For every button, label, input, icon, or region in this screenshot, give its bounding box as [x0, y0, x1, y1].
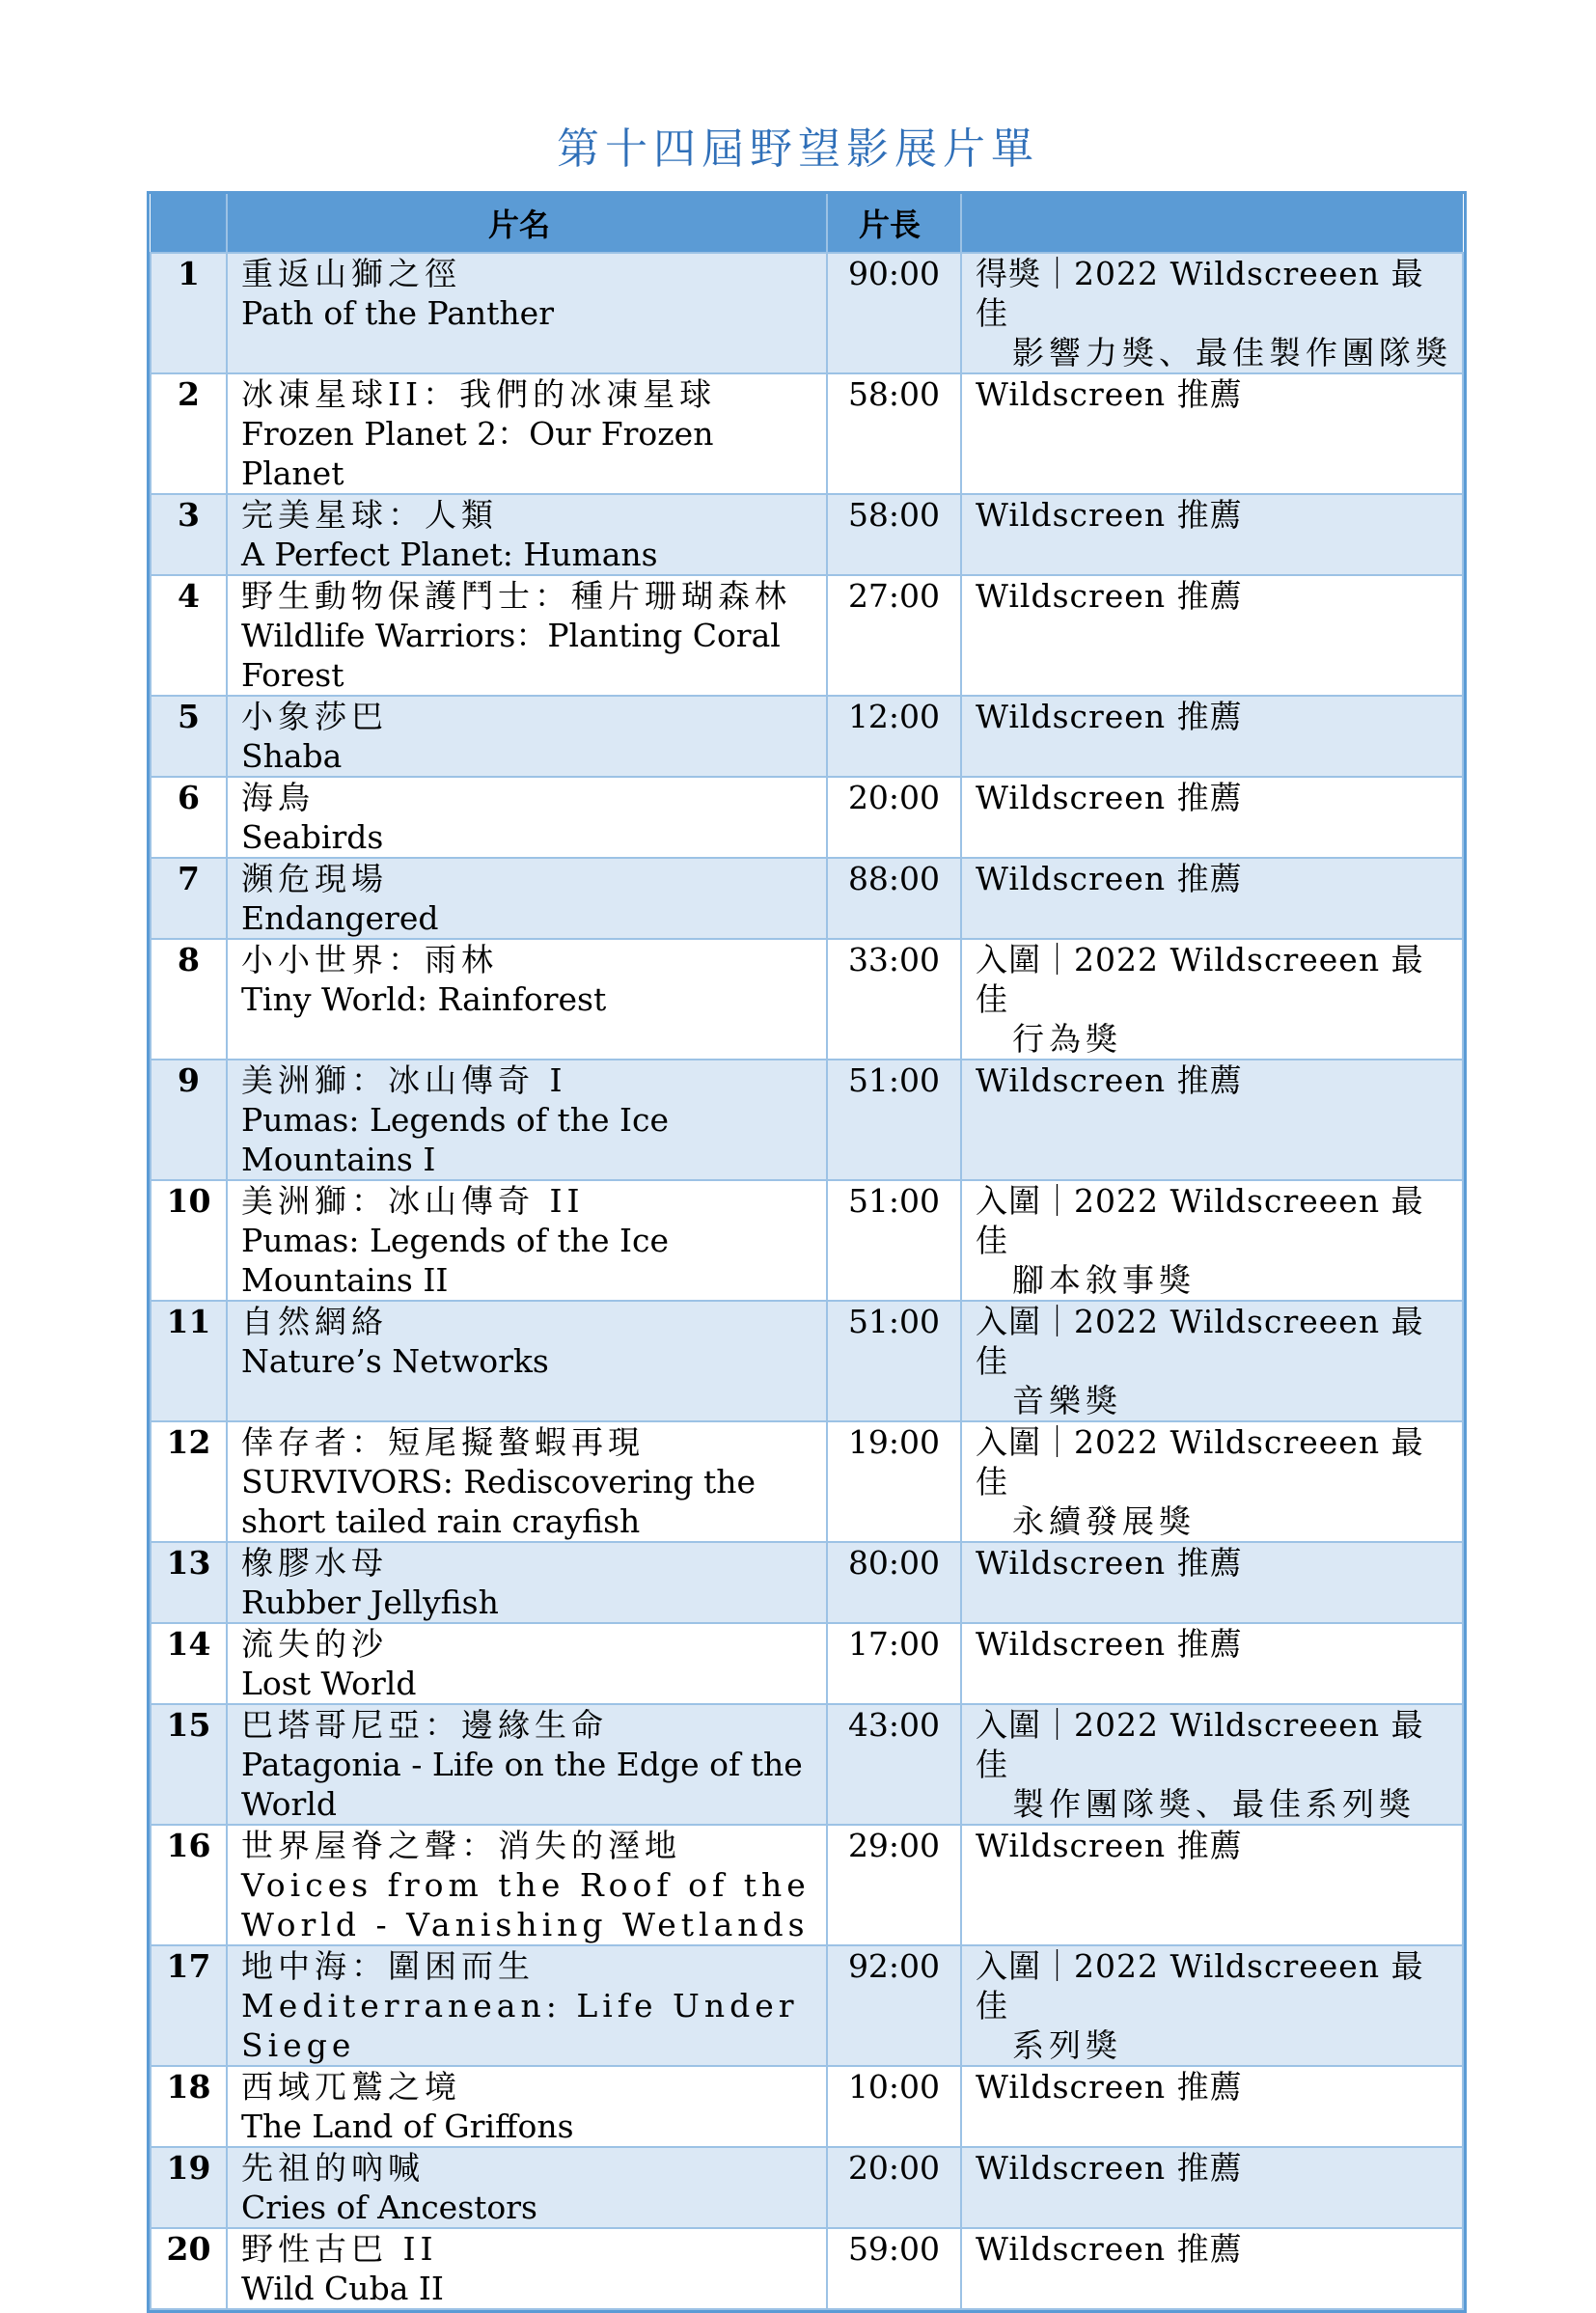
film-title-chinese: 重返山獅之徑 [241, 255, 461, 292]
table-row [151, 2228, 1463, 2309]
film-title-english: Nature’s Networks [241, 1342, 549, 1380]
film-award-line: 得獎｜2022 Wildscreeen 最佳 [976, 255, 1424, 332]
film-award-line-continued: 行為獎 [1012, 1020, 1122, 1058]
film-length: 27:00 [827, 575, 961, 696]
film-number: 9 [151, 1060, 227, 1180]
film-number: 3 [151, 494, 227, 575]
film-award-line-continued: 永續發展獎 [1012, 1502, 1196, 1540]
film-award-cell [961, 1945, 1463, 2066]
table-row [151, 1542, 1463, 1623]
page-title: 第十四屆野望影展片單 [557, 124, 1039, 174]
film-award-cell [961, 1704, 1463, 1825]
film-award-cell [961, 1623, 1463, 1704]
film-title-cell [227, 1060, 827, 1180]
film-title-cell [227, 1945, 827, 2066]
film-title-chinese: 美洲獅：冰山傳奇 II [241, 1182, 585, 1220]
film-title-cell [227, 1301, 827, 1421]
film-title-cell [227, 939, 827, 1060]
film-length: 80:00 [827, 1542, 961, 1623]
film-title-cell [227, 373, 827, 494]
film-award-cell [961, 939, 1463, 1060]
film-length: 88:00 [827, 858, 961, 939]
film-number: 10 [151, 1180, 227, 1301]
table-row [151, 494, 1463, 575]
film-title-chinese: 野生動物保護鬥士：種片珊瑚森林 [241, 577, 791, 615]
film-number: 7 [151, 858, 227, 939]
film-award-line-continued: 腳本敘事獎 [1012, 1261, 1196, 1299]
film-title-cell [227, 1825, 827, 1945]
film-title-english: SURVIVORS: Rediscovering the short tailed rain crayfish [241, 1463, 757, 1540]
film-number: 5 [151, 696, 227, 777]
film-award-cell [961, 2147, 1463, 2228]
film-award-line: 入圍｜2022 Wildscreeen 最佳 [976, 1423, 1424, 1501]
film-title-english: Lost World [241, 1665, 417, 1702]
film-title-chinese: 流失的沙 [241, 1625, 388, 1663]
film-title-chinese: 巴塔哥尼亞：邊緣生命 [241, 1706, 608, 1744]
film-length: 20:00 [827, 2147, 961, 2228]
table-row [151, 1945, 1463, 2066]
film-award-cell [961, 1825, 1463, 1945]
film-title-cell [227, 494, 827, 575]
film-title-english: Tiny World: Rainforest [241, 980, 607, 1018]
film-title-cell [227, 858, 827, 939]
film-title-cell [227, 575, 827, 696]
film-title-cell [227, 1421, 827, 1542]
film-title-english: Shaba [241, 737, 343, 775]
film-title-english: Cries of Ancestors [241, 2189, 537, 2226]
film-title-english: Frozen Planet 2：Our Frozen Planet [241, 415, 714, 492]
table-row [151, 939, 1463, 1060]
table-row [151, 373, 1463, 494]
film-title-chinese: 倖存者：短尾擬螯蝦再現 [241, 1423, 645, 1461]
film-title-english: Pumas: Legends of the Ice Mountains I [241, 1101, 670, 1178]
film-award-line: Wildscreen 推薦 [976, 1827, 1243, 1864]
film-title-chinese: 海鳥 [241, 779, 315, 816]
film-title-english: Wildlife Warriors：Planting Coral Forest [241, 617, 781, 694]
header-number [151, 194, 227, 253]
film-title-english: The Land of Griffons [241, 2107, 574, 2145]
film-award-line: Wildscreen 推薦 [976, 375, 1243, 413]
table-row [151, 2066, 1463, 2147]
film-award-cell [961, 858, 1463, 939]
film-award-line: 入圍｜2022 Wildscreeen 最佳 [976, 1182, 1424, 1259]
film-length: 58:00 [827, 494, 961, 575]
film-title-chinese: 橡膠水母 [241, 1544, 388, 1582]
film-award-cell [961, 373, 1463, 494]
film-title-chinese: 世界屋脊之聲：消失的溼地 Voices from the Roof of the World - Vanishing Wetlands [241, 1827, 811, 1943]
table-row [151, 575, 1463, 696]
film-title-cell [227, 1623, 827, 1704]
table-row [151, 1623, 1463, 1704]
film-award-line: Wildscreen 推薦 [976, 496, 1243, 534]
film-award-line: Wildscreen 推薦 [976, 2230, 1243, 2268]
film-number: 19 [151, 2147, 227, 2228]
film-title-english: Endangered [241, 899, 439, 937]
film-award-cell [961, 494, 1463, 575]
film-award-cell [961, 696, 1463, 777]
film-award-cell [961, 1542, 1463, 1623]
film-award-cell [961, 1060, 1463, 1180]
film-title-cell [227, 253, 827, 373]
film-title-cell [227, 777, 827, 858]
film-title-english: Rubber Jellyfish [241, 1583, 499, 1621]
table-row [151, 1060, 1463, 1180]
film-title-chinese: 冰凍星球II：我們的冰凍星球 [241, 375, 717, 413]
film-title-english: Path of the Panther [241, 294, 554, 332]
film-title-english: Pumas: Legends of the Ice Mountains II [241, 1222, 670, 1299]
table-row [151, 253, 1463, 373]
table-row [151, 1704, 1463, 1825]
film-length: 58:00 [827, 373, 961, 494]
film-award-line: 入圍｜2022 Wildscreeen 最佳 [976, 1706, 1424, 1783]
film-title-cell [227, 2147, 827, 2228]
film-award-cell [961, 253, 1463, 373]
film-award-cell [961, 777, 1463, 858]
film-award-line: 入圍｜2022 Wildscreeen 最佳 [976, 1303, 1424, 1380]
film-length: 59:00 [827, 2228, 961, 2309]
film-title-cell [227, 2228, 827, 2309]
film-award-line-continued: 系列獎 [1012, 2026, 1122, 2064]
film-length: 92:00 [827, 1945, 961, 2066]
film-number: 15 [151, 1704, 227, 1825]
film-award-line: Wildscreen 推薦 [976, 1625, 1243, 1663]
film-title-chinese: 小象莎巴 [241, 698, 388, 735]
film-award-line: Wildscreen 推薦 [976, 779, 1243, 816]
film-title-cell [227, 696, 827, 777]
film-length: 33:00 [827, 939, 961, 1060]
film-title-chinese: 自然網絡 [241, 1303, 388, 1340]
film-number: 13 [151, 1542, 227, 1623]
table-row [151, 858, 1463, 939]
table-row [151, 1180, 1463, 1301]
film-award-line-continued: 製作團隊獎、最佳系列獎 [1012, 1785, 1416, 1823]
film-number: 6 [151, 777, 227, 858]
film-title-english: A Perfect Planet: Humans [241, 536, 658, 573]
film-number: 11 [151, 1301, 227, 1421]
table-row [151, 1421, 1463, 1542]
film-number: 4 [151, 575, 227, 696]
film-title-english: Seabirds [241, 818, 384, 856]
film-number: 14 [151, 1623, 227, 1704]
film-award-cell [961, 1301, 1463, 1421]
film-length: 17:00 [827, 1623, 961, 1704]
film-list-table [147, 191, 1467, 2313]
film-length: 51:00 [827, 1060, 961, 1180]
film-title-chinese: 先祖的吶喊 [241, 2149, 425, 2187]
film-length: 51:00 [827, 1180, 961, 1301]
film-number: 16 [151, 1825, 227, 1945]
film-number: 8 [151, 939, 227, 1060]
table-row [151, 2147, 1463, 2228]
film-number: 17 [151, 1945, 227, 2066]
film-award-line: Wildscreen 推薦 [976, 2149, 1243, 2187]
film-award-cell [961, 2066, 1463, 2147]
film-number: 2 [151, 373, 227, 494]
table-row [151, 1301, 1463, 1421]
film-award-line: Wildscreen 推薦 [976, 1544, 1243, 1582]
film-length: 10:00 [827, 2066, 961, 2147]
film-length: 19:00 [827, 1421, 961, 1542]
film-title-cell [227, 1704, 827, 1825]
film-length: 51:00 [827, 1301, 961, 1421]
header-award [961, 194, 1463, 253]
film-title-cell [227, 2066, 827, 2147]
table-row [151, 1825, 1463, 1945]
table-row [151, 696, 1463, 777]
film-award-line: Wildscreen 推薦 [976, 698, 1243, 735]
film-award-line: 入圍｜2022 Wildscreeen 最佳 [976, 1947, 1424, 2024]
film-award-cell [961, 1180, 1463, 1301]
film-number: 1 [151, 253, 227, 373]
film-length: 43:00 [827, 1704, 961, 1825]
film-award-line: Wildscreen 推薦 [976, 2068, 1243, 2106]
film-number: 12 [151, 1421, 227, 1542]
header-film-name: 片名 [227, 194, 827, 253]
film-award-cell [961, 575, 1463, 696]
header-film-length: 片長 [827, 194, 961, 253]
film-length: 29:00 [827, 1825, 961, 1945]
film-number: 20 [151, 2228, 227, 2309]
table-header-row [151, 194, 1463, 253]
film-award-cell [961, 1421, 1463, 1542]
film-length: 12:00 [827, 696, 961, 777]
film-length: 90:00 [827, 253, 961, 373]
film-title-chinese: 野性古巴 II [241, 2230, 438, 2268]
film-award-cell [961, 2228, 1463, 2309]
film-title-chinese: 地中海：圍困而生 Mediterranean: Life Under Siege [241, 1947, 799, 2064]
film-title-cell [227, 1180, 827, 1301]
film-number: 18 [151, 2066, 227, 2147]
film-title-chinese: 西域兀鷲之境 [241, 2068, 461, 2106]
film-title-chinese: 小小世界：雨林 [241, 941, 498, 978]
film-title-cell [227, 1542, 827, 1623]
film-title-english: Wild Cuba II [241, 2270, 444, 2307]
film-award-line: Wildscreen 推薦 [976, 577, 1243, 615]
film-award-line: Wildscreen 推薦 [976, 860, 1243, 897]
table-row [151, 777, 1463, 858]
film-title-chinese: 完美星球：人類 [241, 496, 498, 534]
film-award-line: 入圍｜2022 Wildscreeen 最佳 [976, 941, 1424, 1018]
film-award-line-continued: 音樂獎 [1012, 1382, 1122, 1419]
film-title-chinese: 美洲獅：冰山傳奇 I [241, 1061, 567, 1099]
film-title-english: Patagonia - Life on the Edge of the World [241, 1746, 803, 1823]
film-title-chinese: 瀕危現場 [241, 860, 388, 897]
film-length: 20:00 [827, 777, 961, 858]
film-award-line-continued: 影響力獎、最佳製作團隊獎 [1012, 334, 1452, 372]
film-award-line: Wildscreen 推薦 [976, 1061, 1243, 1099]
